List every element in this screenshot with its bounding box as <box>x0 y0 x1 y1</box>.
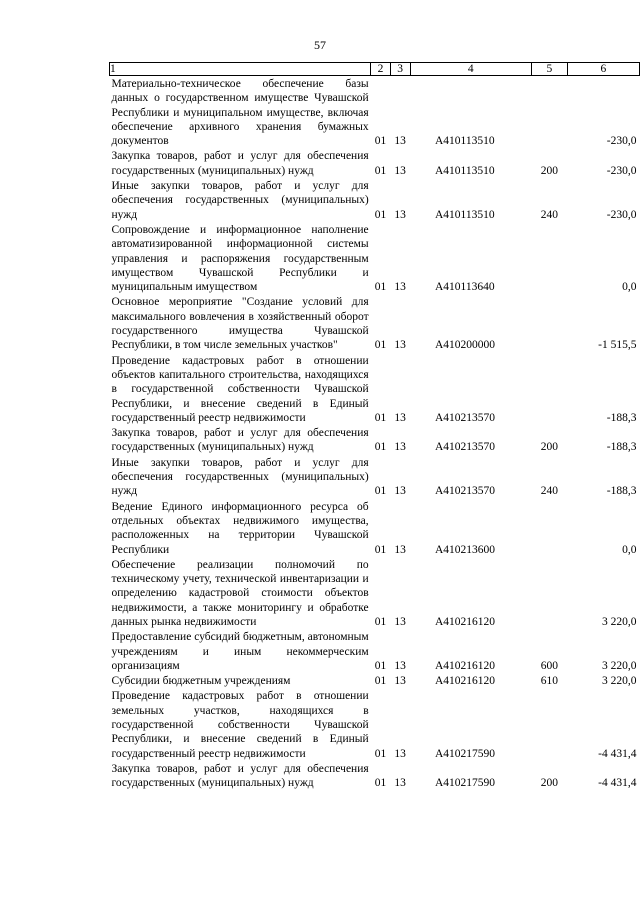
row-subsection: 13 <box>394 485 406 498</box>
row-name: Материально-техническое обеспечение базы данных о государственном имуществе Чувашской Республики и муниципальном имуществе, включая обеспечение архивного хранения бумажных документов <box>111 78 369 148</box>
row-expense-type: 200 <box>540 441 558 454</box>
row-expense-type <box>531 353 567 425</box>
row-name: Закупка товаров, работ и услуг для обеспечения государственных (муниципальных) нужд <box>111 427 369 454</box>
row-expense-type: 240 <box>540 485 558 498</box>
row-target-code: А410213570 <box>435 485 496 498</box>
row-section: 01 <box>374 747 387 760</box>
table-row <box>110 425 640 455</box>
row-section: 01 <box>374 281 387 294</box>
row-subsection: 13 <box>394 747 406 760</box>
row-expense-type: 200 <box>540 164 558 177</box>
row-amount: 3 220,0 <box>602 675 637 688</box>
row-section: 01 <box>374 615 387 628</box>
row-target-code: А410213570 <box>435 441 496 454</box>
table-row <box>110 178 640 222</box>
row-amount: -4 431,4 <box>598 747 637 760</box>
table-row <box>110 629 640 673</box>
row-target-code: А410113510 <box>435 164 495 177</box>
table-row <box>110 673 640 688</box>
row-section: 01 <box>374 208 387 221</box>
row-amount: -230,0 <box>606 208 637 221</box>
row-section: 01 <box>374 164 387 177</box>
row-target-code: А410216120 <box>435 659 496 672</box>
row-expense-type: 610 <box>540 675 558 688</box>
column-header-2: 2 <box>371 63 391 76</box>
row-name: Сопровождение и информационное наполнение автоматизированной информационной системы управления и распоряжения государственным имуществом Чувашской Республики и муниципальным имуществом <box>111 223 369 294</box>
budget-table <box>109 62 640 791</box>
row-expense-type: 240 <box>540 208 558 221</box>
row-name: Ведение Единого информационного ресурса об отдельных объектах недвижимого имущества, расположенных на территории Чувашской Республики <box>111 500 369 556</box>
row-target-code: А410217590 <box>435 777 496 790</box>
row-expense-type <box>531 557 567 629</box>
row-amount: -230,0 <box>606 135 637 148</box>
table-row <box>110 148 640 178</box>
table-row <box>110 761 640 791</box>
row-expense-type <box>531 222 567 294</box>
row-section: 01 <box>374 543 387 556</box>
row-subsection: 13 <box>394 659 406 672</box>
row-amount: -4 431,4 <box>598 777 637 790</box>
row-subsection: 13 <box>394 411 406 424</box>
table-row <box>110 76 640 149</box>
row-name: Субсидии бюджетным учреждениям <box>111 675 291 688</box>
row-expense-type <box>531 688 567 760</box>
row-amount: -188,3 <box>606 441 637 454</box>
table-row <box>110 222 640 294</box>
row-target-code: А410213600 <box>435 543 496 556</box>
row-subsection: 13 <box>394 543 406 556</box>
row-amount: 3 220,0 <box>602 615 637 628</box>
row-subsection: 13 <box>394 164 406 177</box>
column-header-1: 1 <box>110 63 371 76</box>
row-subsection: 13 <box>394 281 406 294</box>
row-amount: -1 515,5 <box>598 339 637 352</box>
row-amount: -188,3 <box>606 411 637 424</box>
row-section: 01 <box>374 339 387 352</box>
row-section: 01 <box>374 777 387 790</box>
table-row <box>110 353 640 425</box>
row-name: Проведение кадастровых работ в отношении объектов капитального строительства, находящихся в государственной собственности Чувашской Республики, и внесение сведений в Единый государственный реестр недвижимости <box>111 354 369 424</box>
column-header-3: 3 <box>390 63 410 76</box>
row-amount: 3 220,0 <box>602 659 637 672</box>
row-target-code: А410113510 <box>435 135 495 148</box>
row-subsection: 13 <box>394 441 406 454</box>
row-name: Закупка товаров, работ и услуг для обеспечения государственных (муниципальных) нужд <box>111 150 369 177</box>
table-body <box>110 76 640 791</box>
page-number: 57 <box>314 38 326 52</box>
column-header-6: 6 <box>567 63 639 76</box>
row-section: 01 <box>374 659 387 672</box>
table-header-row <box>110 63 640 76</box>
row-amount: -188,3 <box>606 485 637 498</box>
row-section: 01 <box>374 485 387 498</box>
row-section: 01 <box>374 411 387 424</box>
row-target-code: А410217590 <box>435 747 496 760</box>
row-name: Иные закупки товаров, работ и услуг для обеспечения государственных (муниципальных) нужд <box>111 456 369 498</box>
row-amount: -230,0 <box>606 164 637 177</box>
row-subsection: 13 <box>394 339 406 352</box>
table-row <box>110 455 640 499</box>
table-row <box>110 688 640 760</box>
row-expense-type: 600 <box>540 659 558 672</box>
row-subsection: 13 <box>394 135 406 148</box>
row-expense-type <box>531 76 567 149</box>
row-amount: 0,0 <box>622 281 637 294</box>
row-expense-type <box>531 499 567 557</box>
row-target-code: А410216120 <box>435 615 496 628</box>
row-target-code: А410113510 <box>435 208 495 221</box>
row-subsection: 13 <box>394 615 406 628</box>
column-header-5: 5 <box>531 63 567 76</box>
row-name: Закупка товаров, работ и услуг для обеспечения государственных (муниципальных) нужд <box>111 762 369 790</box>
row-target-code: А410213570 <box>435 411 496 424</box>
row-name: Проведение кадастровых работ в отношении земельных участков, находящихся в государственной собственности Чувашской Республики, и внесение сведений в Единый государственный реестр недвижимости <box>111 690 369 760</box>
row-target-code: А410216120 <box>435 675 496 688</box>
row-name: Обеспечение реализации полномочий по техническому учету, технической инвентаризации и определению кадастровой стоимости объектов недвижимости, а также мониторингу и обработке данных рынка недвижимости <box>111 558 369 628</box>
row-amount: 0,0 <box>622 543 637 556</box>
row-section: 01 <box>374 441 387 454</box>
table-row <box>110 557 640 629</box>
row-subsection: 13 <box>394 777 406 790</box>
row-section: 01 <box>374 135 387 148</box>
row-subsection: 13 <box>394 675 406 688</box>
table-row <box>110 499 640 557</box>
row-target-code: А410113640 <box>435 281 495 294</box>
row-section: 01 <box>374 675 387 688</box>
row-subsection: 13 <box>394 208 406 221</box>
row-expense-type: 200 <box>540 777 558 790</box>
row-name: Иные закупки товаров, работ и услуг для обеспечения государственных (муниципальных) нужд <box>111 180 369 221</box>
table-row <box>110 294 640 352</box>
row-expense-type <box>531 294 567 352</box>
column-header-4: 4 <box>410 63 531 76</box>
row-name: Основное мероприятие "Создание условий для максимального вовлечения в хозяйственный оборот государственного имущества Чувашской Республики, в том числе земельных участков" <box>111 296 369 352</box>
row-name: Предоставление субсидий бюджетным, автономным учреждениям и иным некоммерческим организациям <box>111 631 369 672</box>
row-target-code: А410200000 <box>435 339 496 352</box>
